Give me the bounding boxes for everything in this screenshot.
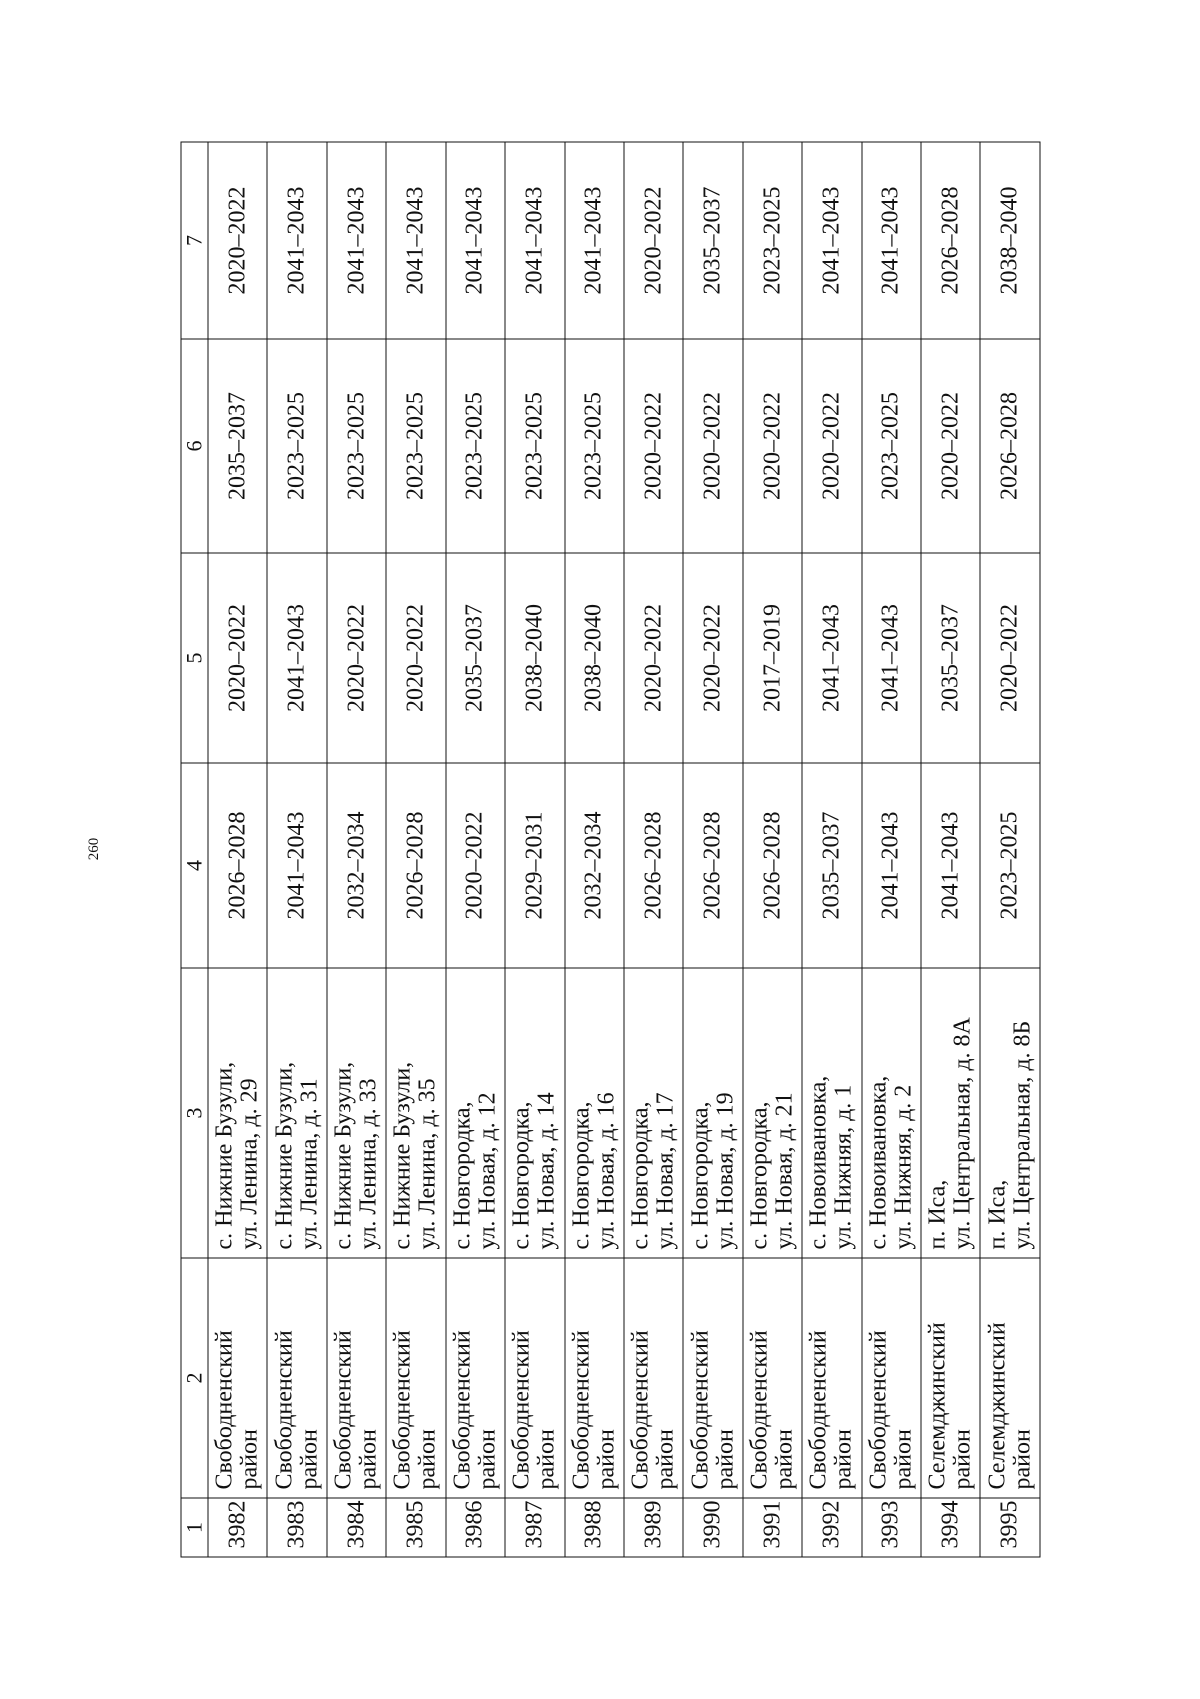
address-line: ул. Новая, д. 12 xyxy=(473,1092,500,1250)
address-cell xyxy=(445,968,504,1258)
header-cell-7: 7 xyxy=(181,142,208,339)
table-row xyxy=(802,142,861,1557)
district-line: район xyxy=(711,1429,738,1490)
district-line: район xyxy=(236,1429,263,1490)
district-line: Свободненский xyxy=(330,1330,357,1490)
period-cell-4: 2026–2028 xyxy=(683,763,742,968)
period-cell-7: 2041–2043 xyxy=(861,142,920,339)
address-cell xyxy=(861,968,920,1258)
period-cell-6: 2035–2037 xyxy=(208,339,267,553)
address-line: ул. Новая, д. 19 xyxy=(711,1092,738,1250)
table-row xyxy=(386,142,445,1557)
period-cell-7: 2026–2028 xyxy=(921,142,980,339)
table-row xyxy=(505,142,564,1557)
district-line: Селемджинский xyxy=(983,1322,1010,1490)
period-cell-6: 2023–2025 xyxy=(861,339,920,553)
row-number: 3988 xyxy=(564,1498,623,1557)
period-cell-4: 2032–2034 xyxy=(326,763,385,968)
address-line: с. Новгородка, xyxy=(686,1101,713,1250)
district-line: район xyxy=(771,1429,797,1490)
address-cell xyxy=(326,968,385,1258)
address-cell xyxy=(505,968,564,1258)
period-cell-4: 2041–2043 xyxy=(861,763,920,968)
period-cell-5: 2041–2043 xyxy=(802,553,861,763)
district-line: Свободненский xyxy=(627,1330,654,1490)
address-line: ул. Новая, д. 17 xyxy=(652,1092,679,1250)
district-line: район xyxy=(652,1429,679,1490)
table-row xyxy=(267,142,326,1557)
district-line: Свободненский xyxy=(567,1330,594,1490)
district-line: район xyxy=(830,1429,857,1490)
district-line: Свободненский xyxy=(864,1330,891,1490)
address-line: п. Иса, xyxy=(924,1179,951,1250)
period-cell-4: 2026–2028 xyxy=(386,763,445,968)
period-cell-5: 2041–2043 xyxy=(267,553,326,763)
row-number: 3983 xyxy=(267,1498,326,1557)
address-cell xyxy=(623,968,682,1258)
district-cell xyxy=(742,1258,801,1498)
district-line: район xyxy=(592,1429,619,1490)
address-cell xyxy=(683,968,742,1258)
address-line: ул. Ленина, д. 35 xyxy=(414,1078,441,1250)
table-row xyxy=(921,142,980,1557)
registry-table xyxy=(180,142,1040,1558)
period-cell-4: 2035–2037 xyxy=(802,763,861,968)
row-number: 3989 xyxy=(623,1498,682,1557)
district-cell xyxy=(326,1258,385,1498)
district-line: район xyxy=(295,1429,322,1490)
address-line: ул. Ленина, д. 29 xyxy=(236,1078,263,1250)
row-number: 3987 xyxy=(505,1498,564,1557)
district-line: Свободненский xyxy=(270,1330,297,1490)
address-line: ул. Центральная, д. 8Б xyxy=(1008,1020,1035,1250)
period-cell-4: 2032–2034 xyxy=(564,763,623,968)
header-row xyxy=(181,142,208,1557)
table-row xyxy=(623,142,682,1557)
address-line: ул. Ленина, д. 33 xyxy=(355,1078,382,1250)
address-cell xyxy=(980,968,1040,1258)
address-line: с. Нижние Бузули, xyxy=(330,1061,357,1250)
table-row xyxy=(564,142,623,1557)
address-cell xyxy=(921,968,980,1258)
address-line: с. Новгородка, xyxy=(746,1101,772,1250)
period-cell-6: 2020–2022 xyxy=(921,339,980,553)
address-line: ул. Новая, д. 16 xyxy=(592,1092,619,1250)
table-row xyxy=(326,142,385,1557)
period-cell-7: 2041–2043 xyxy=(564,142,623,339)
table-body xyxy=(208,142,1040,1557)
period-cell-5: 2041–2043 xyxy=(861,553,920,763)
period-cell-4: 2023–2025 xyxy=(980,763,1040,968)
period-cell-7: 2041–2043 xyxy=(445,142,504,339)
district-line: район xyxy=(889,1429,916,1490)
period-cell-6: 2020–2022 xyxy=(742,339,801,553)
address-line: ул. Нижняя, д. 2 xyxy=(889,1084,916,1250)
table-row xyxy=(208,142,267,1557)
row-number: 3991 xyxy=(742,1498,801,1557)
page-number: 260 xyxy=(86,837,102,861)
address-cell xyxy=(267,968,326,1258)
period-cell-7: 2041–2043 xyxy=(267,142,326,339)
period-cell-7: 2041–2043 xyxy=(802,142,861,339)
table-row xyxy=(980,142,1040,1557)
period-cell-7: 2038–2040 xyxy=(980,142,1040,339)
address-line: с. Нижние Бузули, xyxy=(270,1061,297,1250)
header-cell-6: 6 xyxy=(181,339,208,553)
table-row xyxy=(742,142,801,1557)
district-line: район xyxy=(533,1429,560,1490)
period-cell-4: 2041–2043 xyxy=(267,763,326,968)
address-line: ул. Нижняя, д. 1 xyxy=(830,1084,857,1250)
period-cell-4: 2041–2043 xyxy=(921,763,980,968)
address-line: ул. Новая, д. 14 xyxy=(533,1092,560,1250)
row-number: 3994 xyxy=(921,1498,980,1557)
row-number: 3992 xyxy=(802,1498,861,1557)
district-line: Свободненский xyxy=(389,1330,416,1490)
district-cell xyxy=(208,1258,267,1498)
district-cell xyxy=(386,1258,445,1498)
address-line: ул. Ленина, д. 31 xyxy=(295,1078,322,1250)
district-cell xyxy=(861,1258,920,1498)
row-number: 3993 xyxy=(861,1498,920,1557)
district-line: Селемджинский xyxy=(924,1322,951,1490)
period-cell-5: 2038–2040 xyxy=(564,553,623,763)
period-cell-7: 2023–2025 xyxy=(742,142,801,339)
header-cell-4: 4 xyxy=(181,763,208,968)
period-cell-5: 2035–2037 xyxy=(445,553,504,763)
district-line: район xyxy=(949,1429,976,1490)
period-cell-5: 2038–2040 xyxy=(505,553,564,763)
period-cell-5: 2020–2022 xyxy=(623,553,682,763)
period-cell-6: 2020–2022 xyxy=(802,339,861,553)
period-cell-6: 2023–2025 xyxy=(505,339,564,553)
district-line: район xyxy=(355,1429,382,1490)
district-line: район xyxy=(473,1429,500,1490)
district-line: Свободненский xyxy=(686,1330,713,1490)
district-cell xyxy=(921,1258,980,1498)
district-line: Свободненский xyxy=(211,1330,238,1490)
period-cell-5: 2035–2037 xyxy=(921,553,980,763)
district-line: район xyxy=(1008,1429,1035,1490)
district-line: район xyxy=(414,1429,441,1490)
address-line: с. Новоивановка, xyxy=(864,1075,891,1250)
address-line: п. Иса, xyxy=(983,1179,1010,1250)
period-cell-6: 2020–2022 xyxy=(623,339,682,553)
row-number: 3982 xyxy=(208,1498,267,1557)
district-cell xyxy=(802,1258,861,1498)
period-cell-4: 2020–2022 xyxy=(445,763,504,968)
period-cell-6: 2023–2025 xyxy=(564,339,623,553)
row-number: 3986 xyxy=(445,1498,504,1557)
district-line: Свободненский xyxy=(805,1330,832,1490)
address-cell xyxy=(802,968,861,1258)
address-cell xyxy=(564,968,623,1258)
period-cell-5: 2020–2022 xyxy=(208,553,267,763)
period-cell-6: 2023–2025 xyxy=(267,339,326,553)
period-cell-7: 2020–2022 xyxy=(623,142,682,339)
address-line: с. Нижние Бузули, xyxy=(389,1061,416,1250)
address-cell xyxy=(742,968,801,1258)
district-cell xyxy=(683,1258,742,1498)
district-cell xyxy=(445,1258,504,1498)
address-line: ул. Центральная, д. 8А xyxy=(949,1017,976,1250)
rotated-table-wrapper xyxy=(180,143,1040,1558)
row-number: 3985 xyxy=(386,1498,445,1557)
period-cell-7: 2041–2043 xyxy=(386,142,445,339)
address-cell xyxy=(208,968,267,1258)
period-cell-5: 2017–2019 xyxy=(742,553,801,763)
district-cell xyxy=(564,1258,623,1498)
district-cell xyxy=(267,1258,326,1498)
period-cell-6: 2023–2025 xyxy=(326,339,385,553)
address-line: с. Новгородка, xyxy=(567,1101,594,1250)
header-cell-2: 2 xyxy=(181,1258,208,1498)
district-line: Свободненский xyxy=(508,1330,535,1490)
period-cell-4: 2026–2028 xyxy=(742,763,801,968)
period-cell-4: 2029–2031 xyxy=(505,763,564,968)
period-cell-4: 2026–2028 xyxy=(623,763,682,968)
period-cell-5: 2020–2022 xyxy=(386,553,445,763)
period-cell-5: 2020–2022 xyxy=(326,553,385,763)
header-cell-5: 5 xyxy=(181,553,208,763)
period-cell-7: 2020–2022 xyxy=(208,142,267,339)
header-cell-1: 1 xyxy=(181,1498,208,1557)
address-cell xyxy=(386,968,445,1258)
address-line: ул. Новая, д. 21 xyxy=(771,1092,797,1250)
header-cell-3: 3 xyxy=(181,968,208,1258)
table-row xyxy=(683,142,742,1557)
period-cell-5: 2020–2022 xyxy=(980,553,1040,763)
table-row xyxy=(861,142,920,1557)
row-number: 3990 xyxy=(683,1498,742,1557)
period-cell-6: 2020–2022 xyxy=(683,339,742,553)
address-line: с. Нижние Бузули, xyxy=(211,1061,238,1250)
row-number: 3984 xyxy=(326,1498,385,1557)
address-line: с. Новгородка, xyxy=(627,1101,654,1250)
district-cell xyxy=(980,1258,1040,1498)
period-cell-4: 2026–2028 xyxy=(208,763,267,968)
period-cell-6: 2026–2028 xyxy=(980,339,1040,553)
period-cell-7: 2041–2043 xyxy=(505,142,564,339)
row-number: 3995 xyxy=(980,1498,1040,1557)
period-cell-7: 2041–2043 xyxy=(326,142,385,339)
district-line: Свободненский xyxy=(448,1330,475,1490)
period-cell-6: 2023–2025 xyxy=(445,339,504,553)
district-cell xyxy=(505,1258,564,1498)
address-line: с. Новгородка, xyxy=(448,1101,475,1250)
district-cell xyxy=(623,1258,682,1498)
address-line: с. Новгородка, xyxy=(508,1101,535,1250)
address-line: с. Новоивановка, xyxy=(805,1075,832,1250)
table-row xyxy=(445,142,504,1557)
period-cell-7: 2035–2037 xyxy=(683,142,742,339)
period-cell-6: 2023–2025 xyxy=(386,339,445,553)
district-line: Свободненский xyxy=(746,1330,772,1490)
period-cell-5: 2020–2022 xyxy=(683,553,742,763)
